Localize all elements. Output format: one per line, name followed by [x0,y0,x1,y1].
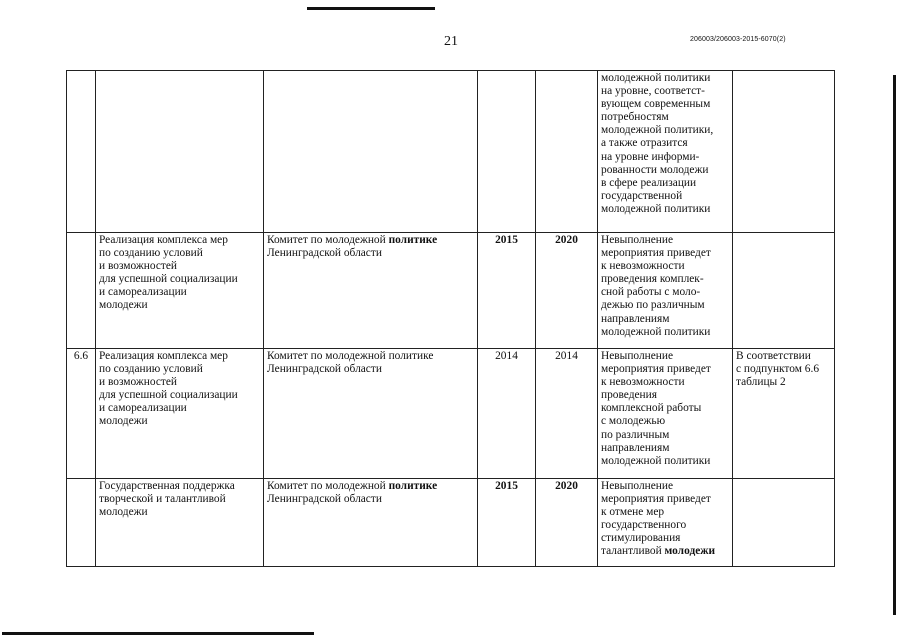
measure-name: Реализация комплекса мер по созданию условий и возможностей для успешной социализации и самореализации молодежи [96,349,264,479]
table-row [67,349,835,479]
executor-bold-text: политике [388,234,438,246]
row-number [67,233,96,349]
executor-rest-text: Ленинградской области [267,493,382,506]
start-year: 2014 [478,349,536,479]
end-year [536,71,598,233]
consequence: Невыполнение мероприятия приведет к невозможности проведения комплексной работы с молодежью по различным направлениям молодежной политики [598,349,733,479]
start-year [478,71,536,233]
executor-rest-text: Ленинградской области [267,247,382,260]
end-year: 2020 [536,233,598,349]
scan-right-edge [893,75,896,615]
executor: Комитет по молодежной политике Ленинградской области [264,349,478,479]
row-number [67,479,96,567]
consequence-bold-text: молодежи [664,545,716,558]
measure-name: Реализация комплекса мер по созданию условий и возможностей для успешной социализации и самореализации молодежи [96,233,264,349]
start-year: 2015 [478,233,536,349]
scan-bottom-mark [2,632,314,635]
row-number [67,71,96,233]
related-indicator: В соответствии с подпунктом 6.6 таблицы 2 [733,349,835,479]
end-year: 2020 [536,479,598,567]
executor [264,71,478,233]
document-code: 206003/206003-2015-6070(2) [690,36,786,43]
scan-top-mark [307,7,435,10]
consequence: Невыполнение мероприятия приведет к невозможности проведения комплек- сной работы с моло- дежью по различным направлениям молодежной политики [598,233,733,349]
consequence-text: Невыполнение мероприятия приведет к отмене мер государственного стимулирования талантливой [601,480,711,558]
consequence [598,479,733,567]
end-year: 2014 [536,349,598,479]
table-row [67,479,835,567]
executor-text: Комитет по молодежной [267,234,389,246]
table-row [67,233,835,349]
executor-bold-text: политике [388,480,438,492]
executor [264,479,478,567]
executor-text: Комитет по молодежной [267,480,389,492]
related-indicator [733,233,835,349]
row-number: 6.6 [67,349,96,479]
measure-name [96,71,264,233]
related-indicator [733,479,835,567]
table-row [67,71,835,233]
executor [264,233,478,349]
related-indicator [733,71,835,233]
measure-name: Государственная поддержка творческой и талантливой молодежи [96,479,264,567]
page-number: 21 [444,34,458,49]
consequence: молодежной политики на уровне, соответст- вующем современным потребностям молодежной политики, а также отразится на уровне информи- рованности молодежи в сфере реализации государственной молодежной политики [598,71,733,233]
measures-table [66,70,835,567]
start-year: 2015 [478,479,536,567]
